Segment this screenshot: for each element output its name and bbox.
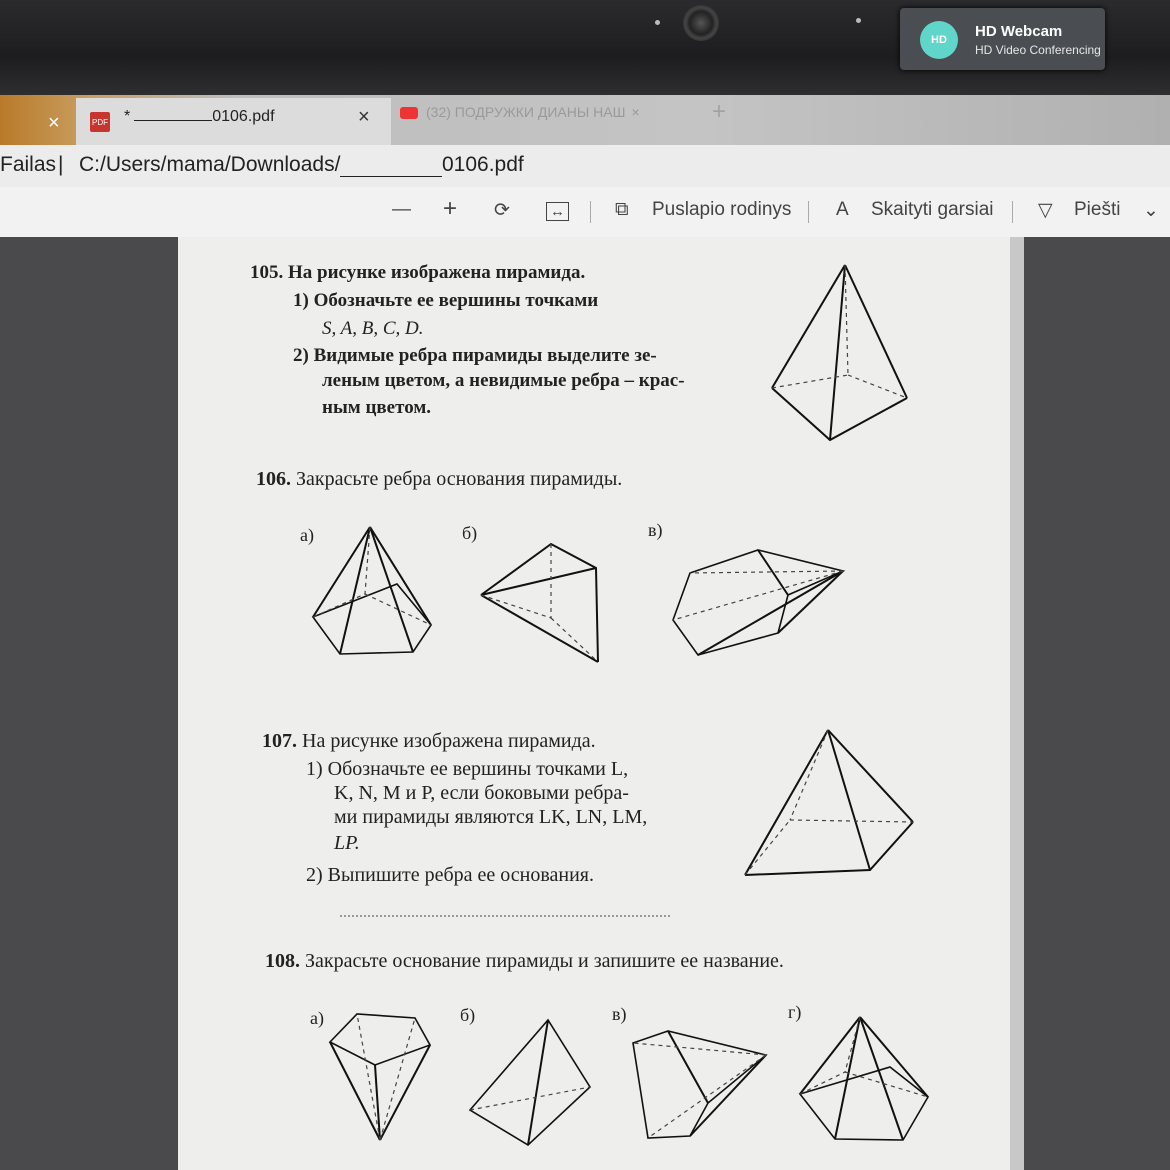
page-view-icon: ⧉ (615, 199, 629, 220)
exercise-105-title: 105. На рисунке изображена пирамида. (250, 262, 586, 283)
exercise-105-item1b: S, A, B, C, D. (322, 318, 424, 339)
close-icon[interactable]: × (48, 112, 60, 134)
new-tab-button[interactable]: + (712, 98, 727, 125)
exercise-107-item1b: K, N, M и P, если боковыми ребра- (334, 782, 629, 804)
exercise-107-item2: 2) Выпишите ребра ее основания. (306, 864, 594, 886)
chevron-down-icon[interactable]: ⌄ (1143, 200, 1159, 221)
camera-lens (683, 5, 719, 41)
tab-title: * 0106.pdf (124, 108, 275, 125)
bezel-dot (655, 20, 660, 25)
tab-close-button[interactable]: × (358, 106, 370, 128)
exercise-107-item1c: ми пирамиды являются LK, LN, LM, (334, 806, 648, 828)
pyramid-106c (668, 545, 853, 660)
label-d: г) (788, 1002, 802, 1022)
webcam-icon: HD (920, 21, 958, 59)
pyramid-108b (465, 1015, 595, 1150)
address-path: C:/Users/mama/Downloads/ (79, 153, 341, 176)
pyramid-figure-107 (740, 725, 920, 880)
exercise-106-title: 106. Закрасьте ребра основания пирамиды. (256, 468, 623, 490)
zoom-in-button[interactable]: + (443, 195, 458, 222)
pyramid-figure-105 (760, 255, 920, 450)
label-c: в) (648, 520, 663, 540)
label-b: б) (462, 523, 478, 543)
page-view-button[interactable]: Puslapio rodinys (652, 199, 792, 220)
pdf-toolbar (0, 187, 1170, 238)
pdf-icon: PDF (90, 112, 110, 132)
exercise-105-item2: 2) Видимые ребра пирамиды выделите зе- (293, 345, 657, 366)
exercise-107-item1d: LP. (334, 832, 360, 854)
tab-close-button[interactable]: × (631, 104, 640, 120)
address-separator: | (58, 153, 64, 176)
pyramid-108d (795, 1012, 935, 1147)
label-b: б) (460, 1005, 476, 1025)
pyramid-106b (478, 540, 603, 670)
webcam-subtitle: HD Video Conferencing (975, 43, 1101, 57)
read-aloud-icon: A (836, 199, 849, 220)
label-c: в) (612, 1004, 627, 1024)
zoom-out-button[interactable]: — (392, 199, 411, 220)
fit-width-icon[interactable]: ↔ (546, 202, 569, 221)
webcam-notification[interactable] (900, 8, 1105, 70)
tab-youtube[interactable]: (32) ПОДРУЖКИ ДИАНЫ НАШ × (400, 104, 640, 120)
exercise-105-item1: 1) Обозначьте ее вершины точками (293, 290, 599, 311)
exercise-107-item1: 1) Обозначьте ее вершины точками L, (306, 758, 629, 780)
label-a: а) (300, 525, 314, 545)
address-label: Failas (0, 153, 57, 176)
exercise-107-title: 107. На рисунке изображена пирамида. (262, 730, 596, 752)
label-a: а) (310, 1008, 324, 1028)
bezel-dot (856, 18, 861, 23)
read-aloud-button[interactable]: Skaityti garsiai (871, 199, 994, 220)
pyramid-106a (305, 522, 435, 662)
exercise-105-item2b: леным цветом, а невидимые ребра – крас- (322, 370, 685, 391)
pyramid-108c (628, 1028, 773, 1143)
exercise-105-item2c: ным цветом. (322, 397, 432, 418)
draw-button[interactable]: Piešti (1074, 199, 1121, 220)
exercise-108-title: 108. Закрасьте основание пирамиды и запишите ее название. (265, 950, 784, 972)
youtube-icon (400, 107, 418, 119)
pyramid-108a (325, 1010, 435, 1145)
address-filename: 0106.pdf (442, 153, 524, 176)
rotate-icon[interactable]: ⟳ (494, 200, 510, 221)
answer-line (340, 915, 670, 917)
address-bar[interactable] (0, 145, 1170, 187)
scrollbar[interactable] (1010, 237, 1024, 1170)
draw-icon: ▽ (1038, 200, 1053, 221)
webcam-title: HD Webcam (975, 23, 1063, 40)
